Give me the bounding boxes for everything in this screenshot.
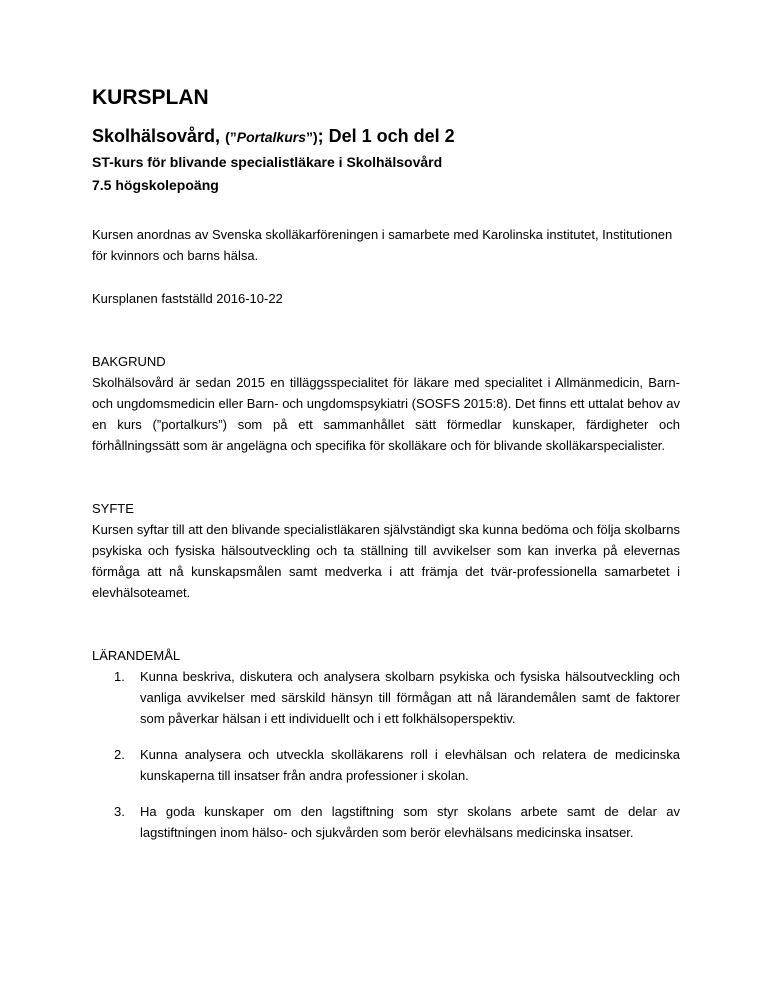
list-item <box>92 744 680 786</box>
purpose-paragraph: Kursen syftar till att den blivande specialistläkaren självständigt ska kunna bedöma och följa skolbarns psykiska och fysiska hälsoutveckling och ta ställning till avvikelser som kan inverka på elevernas förmåga att nå kunskapsmålen samt medverka i att främja det tvär-professionella samarbetet i elevhälsoteamet. <box>92 522 680 600</box>
list-item-text: Ha goda kunskaper om den lagstiftning som styr skolans arbete samt de delar av lagstiftningen inom hälso- och sjukvården som berör elevhälsans medicinska insatser. <box>140 804 680 840</box>
course-alias-italic: Portalkurs <box>236 129 306 145</box>
list-item-number: 2. <box>114 747 125 762</box>
course-subtitle: ST-kurs för blivande specialistläkare i Skolhälsovård <box>92 154 443 170</box>
list-item-text: Kunna analysera och utveckla skolläkarens roll i elevhälsan och relatera de medicinska kunskaperna till insatser från andra professioner i skolan. <box>140 747 680 783</box>
document-title: KURSPLAN <box>92 86 209 109</box>
goals-list <box>92 666 680 843</box>
intro-paragraph: Kursen anordnas av Svenska skolläkarföreningen i samarbete med Karolinska institutet, Institutionen för kvinnors och barns hälsa. <box>92 227 673 263</box>
list-item <box>92 666 680 729</box>
course-alias: (”Portalkurs”) <box>225 129 318 145</box>
goals-heading: LÄRANDEMÅL <box>92 648 181 663</box>
course-title <box>92 124 680 149</box>
list-item-number: 1. <box>114 669 125 684</box>
list-item <box>92 801 680 843</box>
background-heading: BAKGRUND <box>92 354 166 369</box>
list-item-text: Kunna beskriva, diskutera och analysera skolbarn psykiska och fysiska hälsoutveckling och vanliga avvikelser med särskild hänsyn till förmågan att nå lärandemålen samt de faktorer som påverkar hälsan i ett individuellt och i ett folkhälsoperspektiv. <box>140 669 680 726</box>
background-paragraph: Skolhälsovård är sedan 2015 en tilläggsspecialitet för läkare med specialitet i Allmänmedicin, Barn- och ungdomsmedicin eller Barn- och ungdomspsykiatri (SOSFS 2015:8). Det finns ett uttalat behov av en kurs (”portalkurs”) som på ett sammanhållet sätt förmedlar kunskaper, färdigheter och förhållningssätt som är angelägna och specifika för skolläkare och för blivande skolläkarspecialister. <box>92 375 680 453</box>
course-name: Skolhälsovård, <box>92 126 226 146</box>
list-item-number: 3. <box>114 804 125 819</box>
course-parts: ; Del 1 och del 2 <box>317 126 455 146</box>
document-page <box>92 84 680 843</box>
established-date: Kursplanen fastställd 2016-10-22 <box>92 291 283 306</box>
course-credits: 7.5 högskolepoäng <box>92 177 219 193</box>
purpose-heading: SYFTE <box>92 501 134 516</box>
